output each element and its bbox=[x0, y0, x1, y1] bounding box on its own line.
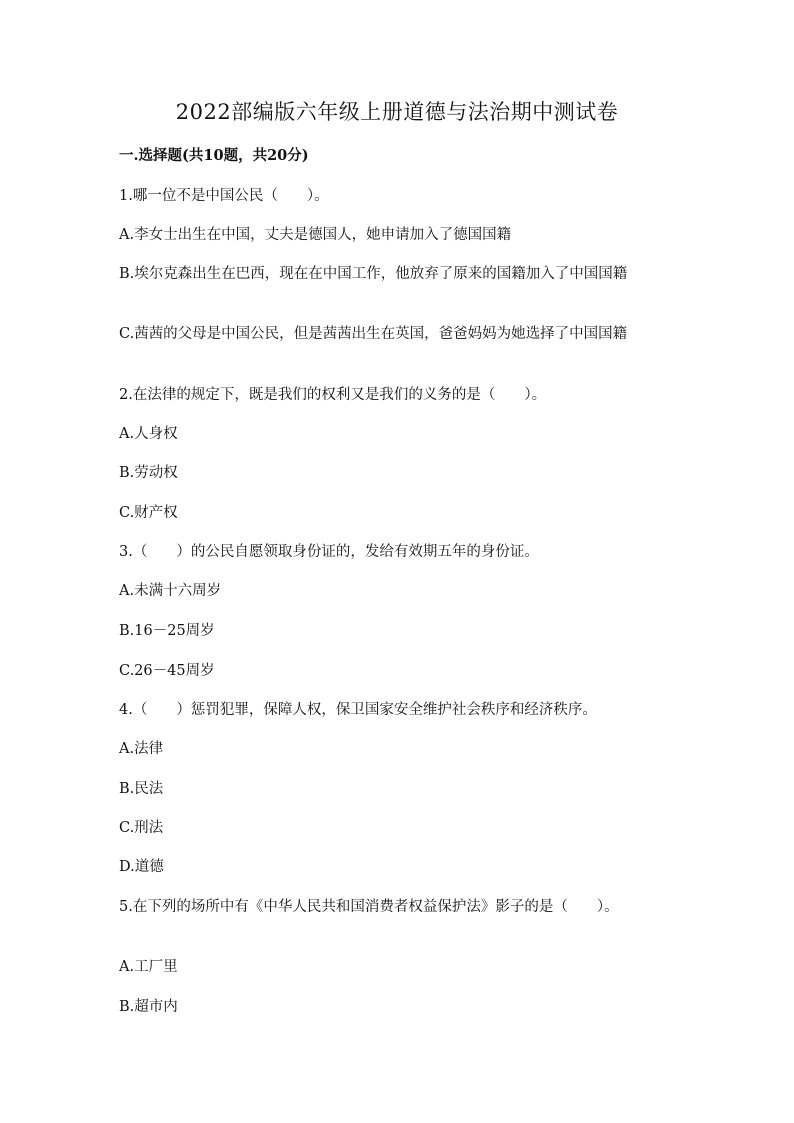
question-4-option-a: A.法律 bbox=[119, 741, 164, 757]
question-2-option-a: A.人身权 bbox=[119, 426, 178, 442]
question-4-stem: 4.（ ）惩罚犯罪，保障人权，保卫国家安全维护社会秩序和经济秩序。 bbox=[119, 702, 597, 718]
section-heading: 一.选择题(共10题，共20分) bbox=[119, 147, 309, 164]
question-2-option-b: B.劳动权 bbox=[119, 465, 178, 481]
question-2-option-c: C.财产权 bbox=[119, 505, 178, 521]
page-title: 2022部编版六年级上册道德与法治期中测试卷 bbox=[175, 100, 619, 124]
question-5-stem: 5.在下列的场所中有《中华人民共和国消费者权益保护法》影子的是（ ）。 bbox=[119, 899, 619, 915]
question-3-option-a: A.未满十六周岁 bbox=[119, 583, 222, 599]
question-4-option-c: C.刑法 bbox=[119, 820, 164, 836]
question-3-option-c: C.26－45周岁 bbox=[119, 663, 215, 679]
question-5-option-a: A.工厂里 bbox=[119, 959, 178, 975]
question-1-option-c: C.茜茜的父母是中国公民，但是茜茜出生在英国，爸爸妈妈为她选择了中国国籍 bbox=[119, 326, 628, 342]
question-1-option-a: A.李女士出生在中国，丈夫是德国人，她申请加入了德国国籍 bbox=[119, 227, 512, 243]
question-4-option-b: B.民法 bbox=[119, 781, 164, 797]
question-1-option-b: B.埃尔克森出生在巴西，现在在中国工作，他放弃了原来的国籍加入了中国国籍 bbox=[119, 266, 628, 282]
question-3-stem: 3.（ ）的公民自愿领取身份证的，发给有效期五年的身份证。 bbox=[119, 544, 539, 560]
question-4-option-d: D.道德 bbox=[119, 859, 164, 875]
question-2-stem: 2.在法律的规定下，既是我们的权利又是我们的义务的是（ ）。 bbox=[119, 387, 547, 403]
question-1-stem: 1.哪一位不是中国公民（ ）。 bbox=[119, 188, 329, 204]
question-3-option-b: B.16－25周岁 bbox=[119, 623, 215, 639]
question-5-option-b: B.超市内 bbox=[119, 999, 178, 1015]
